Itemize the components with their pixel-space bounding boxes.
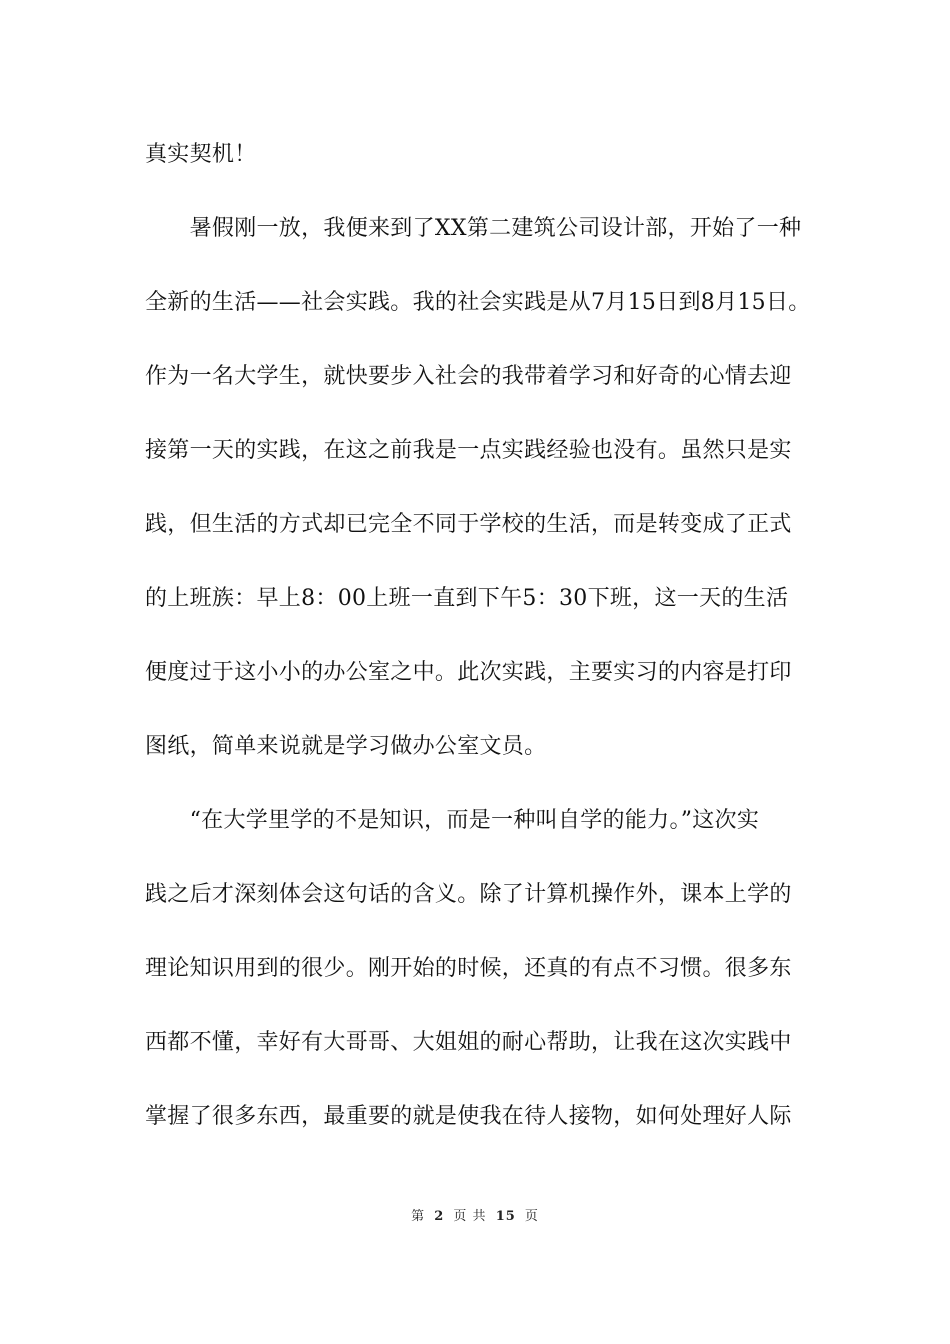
body-line-9: 图纸，简单来说就是学习做办公室文员。 — [145, 734, 547, 759]
body-line-2: 暑假刚一放，我便来到了XX第二建筑公司设计部，开始了一种 — [145, 216, 802, 241]
footer-middle: 页 共 — [453, 1209, 487, 1224]
body-line-14: 掌握了很多东西，最重要的就是使我在待人接物，如何处理好人际 — [145, 1104, 792, 1129]
body-line-7: 的上班族：早上8：00上班一直到下午5：30下班，这一天的生活 — [145, 586, 789, 611]
footer-prefix: 第 — [411, 1209, 426, 1224]
footer-current-page: 2 — [434, 1209, 445, 1224]
body-line-8: 便度过于这小小的办公室之中。此次实践，主要实习的内容是打印 — [145, 660, 792, 685]
footer-suffix: 页 — [524, 1209, 539, 1224]
body-line-11: 践之后才深刻体会这句话的含义。除了计算机操作外，课本上学的 — [145, 882, 792, 907]
footer-total-pages: 15 — [495, 1209, 516, 1224]
page-footer — [0, 1208, 950, 1226]
body-line-13: 西都不懂，幸好有大哥哥、大姐姐的耐心帮助，让我在这次实践中 — [145, 1030, 792, 1055]
body-line-12: 理论知识用到的很少。刚开始的时候，还真的有点不习惯。很多东 — [145, 956, 792, 981]
body-line-5: 接第一天的实践，在这之前我是一点实践经验也没有。虽然只是实 — [145, 438, 792, 463]
body-line-1: 真实契机！ — [145, 142, 257, 167]
body-line-4: 作为一名大学生，就快要步入社会的我带着学习和好奇的心情去迎 — [145, 364, 792, 389]
body-line-6: 践，但生活的方式却已完全不同于学校的生活，而是转变成了正式 — [145, 512, 792, 537]
body-line-10: “在大学里学的不是知识，而是一种叫自学的能力。”这次实 — [145, 808, 760, 833]
body-line-3: 全新的生活——社会实践。我的社会实践是从7月15日到8月15日。 — [145, 290, 811, 315]
